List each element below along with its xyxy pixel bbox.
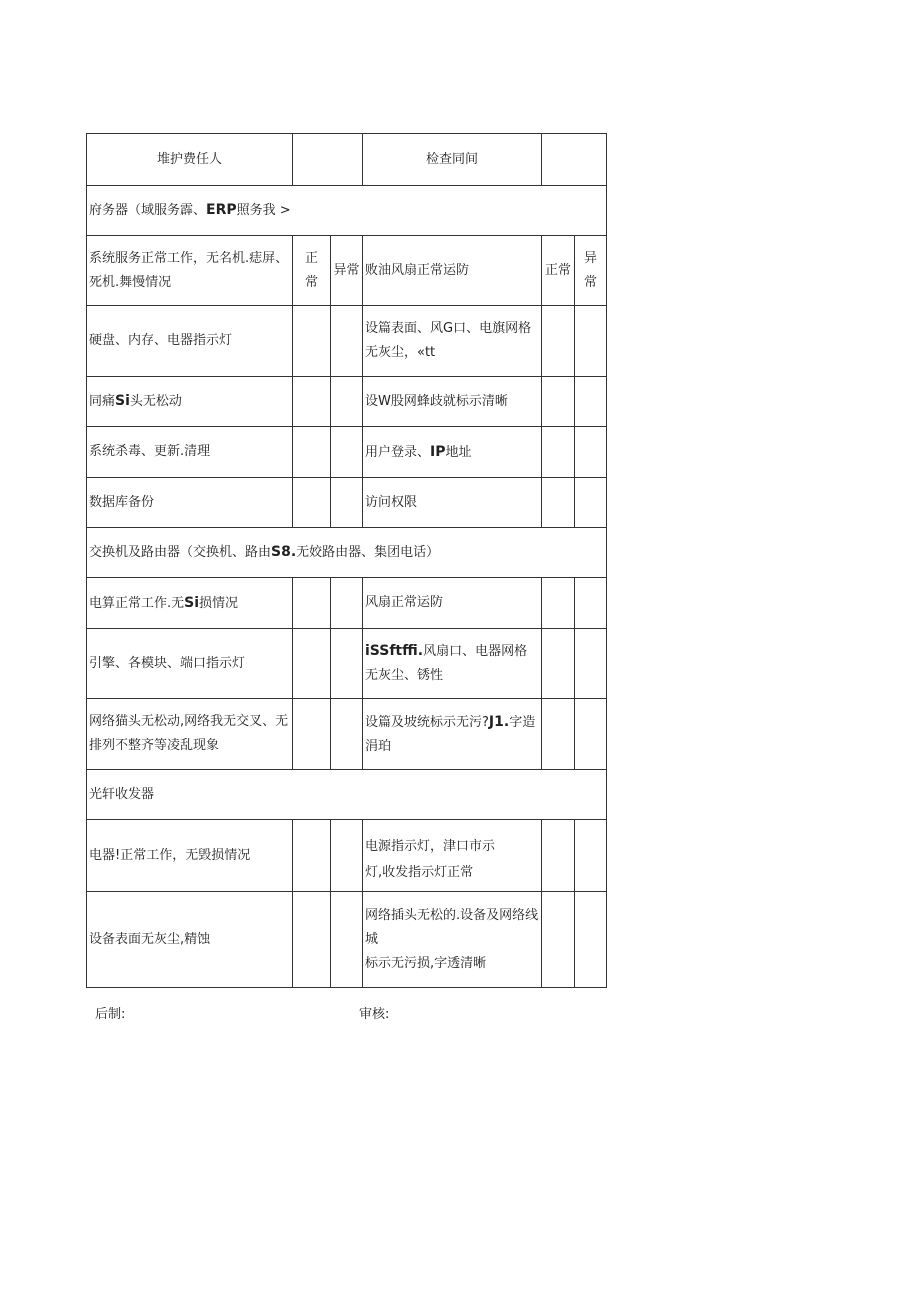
status-cell-abnormal[interactable]	[331, 699, 363, 770]
status-cell-abnormal[interactable]	[331, 629, 363, 699]
checklist-row	[87, 820, 607, 892]
status-cell-abnormal[interactable]	[331, 892, 363, 988]
section-fiber-title: 光轩收发器	[87, 770, 607, 820]
status-cell-normal[interactable]	[542, 892, 575, 988]
check-item-left: 硬盘、内存、电器指示灯	[87, 306, 293, 377]
status-cell-abnormal[interactable]	[575, 377, 607, 427]
check-item-right: 设W股网蜂歧就标示清晰	[363, 377, 542, 427]
status-cell-abnormal[interactable]	[331, 820, 363, 892]
checklist-row	[87, 236, 607, 306]
checklist-row	[87, 427, 607, 478]
maintenance-checklist-table	[86, 133, 607, 988]
check-item-right: 访问权限	[363, 478, 542, 528]
status-cell-normal[interactable]	[293, 478, 331, 528]
check-item-right: iSSftffi.风扇口、电器网格无灰尘、锈性	[363, 629, 542, 699]
status-cell-abnormal[interactable]	[575, 578, 607, 629]
status-normal-header-right: 正常	[542, 236, 575, 306]
status-cell-abnormal[interactable]	[575, 820, 607, 892]
check-item-left: 网络猫头无松动,网络我无交叉、无排列不整齐等凌乱现象	[87, 699, 293, 770]
check-item-right: 网络插头无松的.设备及网络线城 标示无污损,字透清晰	[363, 892, 542, 988]
status-cell-normal[interactable]	[293, 377, 331, 427]
check-item-left: 引擎、各模块、端口指示灯	[87, 629, 293, 699]
section-server-title: 府务器（域服务霹、ERP照务我 >	[87, 186, 607, 236]
check-item-left: 系统服务正常工作，无名机.痣屏、死机.舞慢情况	[87, 236, 293, 306]
check-item-left: 电器!正常工作，无毁损情况	[87, 820, 293, 892]
check-item-right: 败油风扇正常运防	[363, 236, 542, 306]
header-row	[87, 134, 607, 186]
status-cell-normal[interactable]	[542, 478, 575, 528]
status-cell-abnormal[interactable]	[575, 629, 607, 699]
check-item-left: 设备表面无灰尘,精蚀	[87, 892, 293, 988]
check-item-right: 用户登录、IP地址	[363, 427, 542, 478]
status-cell-normal[interactable]	[542, 578, 575, 629]
status-cell-normal[interactable]	[542, 306, 575, 377]
checklist-row	[87, 377, 607, 427]
section-server-row	[87, 186, 607, 236]
check-item-right: 设篇表面、风G口、电旗网格无灰尘，«tt	[363, 306, 542, 377]
checklist-row	[87, 699, 607, 770]
checklist-row	[87, 892, 607, 988]
status-cell-abnormal[interactable]	[331, 306, 363, 377]
status-cell-normal[interactable]	[293, 629, 331, 699]
checklist-row	[87, 629, 607, 699]
responsible-person-label: 堆护费任人	[87, 134, 293, 186]
status-cell-normal[interactable]	[542, 629, 575, 699]
status-cell-normal[interactable]	[293, 820, 331, 892]
status-cell-abnormal[interactable]	[331, 377, 363, 427]
status-abnormal-header-left: 异常	[331, 236, 363, 306]
check-item-left: 系统杀毒、更新.清理	[87, 427, 293, 478]
status-cell-abnormal[interactable]	[575, 699, 607, 770]
checklist-row	[87, 478, 607, 528]
section-switch-title: 交换机及路由器（交换机、路由S8.无姣路由器、集团电话）	[87, 528, 607, 578]
status-cell-abnormal[interactable]	[331, 478, 363, 528]
status-cell-abnormal[interactable]	[575, 306, 607, 377]
status-abnormal-header-right: 异 常	[575, 236, 607, 306]
check-item-left: 同痛Si头无松动	[87, 377, 293, 427]
status-cell-normal[interactable]	[293, 892, 331, 988]
check-item-right: 电源指示灯，津口市示 灯,收发指示灯正常	[363, 820, 542, 892]
status-cell-normal[interactable]	[293, 306, 331, 377]
status-cell-abnormal[interactable]	[575, 427, 607, 478]
status-normal-header-left: 正 常	[293, 236, 331, 306]
status-cell-abnormal[interactable]	[575, 478, 607, 528]
reviewed-by-label: 审核:	[359, 1007, 390, 1022]
responsible-person-value	[293, 134, 363, 186]
checklist-row	[87, 578, 607, 629]
prepared-by-label: 后制:	[95, 1007, 126, 1022]
status-cell-normal[interactable]	[542, 427, 575, 478]
status-cell-normal[interactable]	[293, 427, 331, 478]
section-fiber-row	[87, 770, 607, 820]
status-cell-normal[interactable]	[542, 377, 575, 427]
status-cell-abnormal[interactable]	[331, 578, 363, 629]
check-time-value	[542, 134, 607, 186]
status-cell-normal[interactable]	[293, 699, 331, 770]
status-cell-normal[interactable]	[293, 578, 331, 629]
check-item-right: 设篇及坡统标示无污?J1.字造涓珀	[363, 699, 542, 770]
status-cell-normal[interactable]	[542, 699, 575, 770]
status-cell-normal[interactable]	[542, 820, 575, 892]
check-item-left: 电算正常工作.无Si损情况	[87, 578, 293, 629]
status-cell-abnormal[interactable]	[331, 427, 363, 478]
check-item-left: 数据库备份	[87, 478, 293, 528]
section-switch-row	[87, 528, 607, 578]
check-item-right: 风扇正常运防	[363, 578, 542, 629]
check-time-label: 检查同间	[363, 134, 542, 186]
checklist-row	[87, 306, 607, 377]
status-cell-abnormal[interactable]	[575, 892, 607, 988]
